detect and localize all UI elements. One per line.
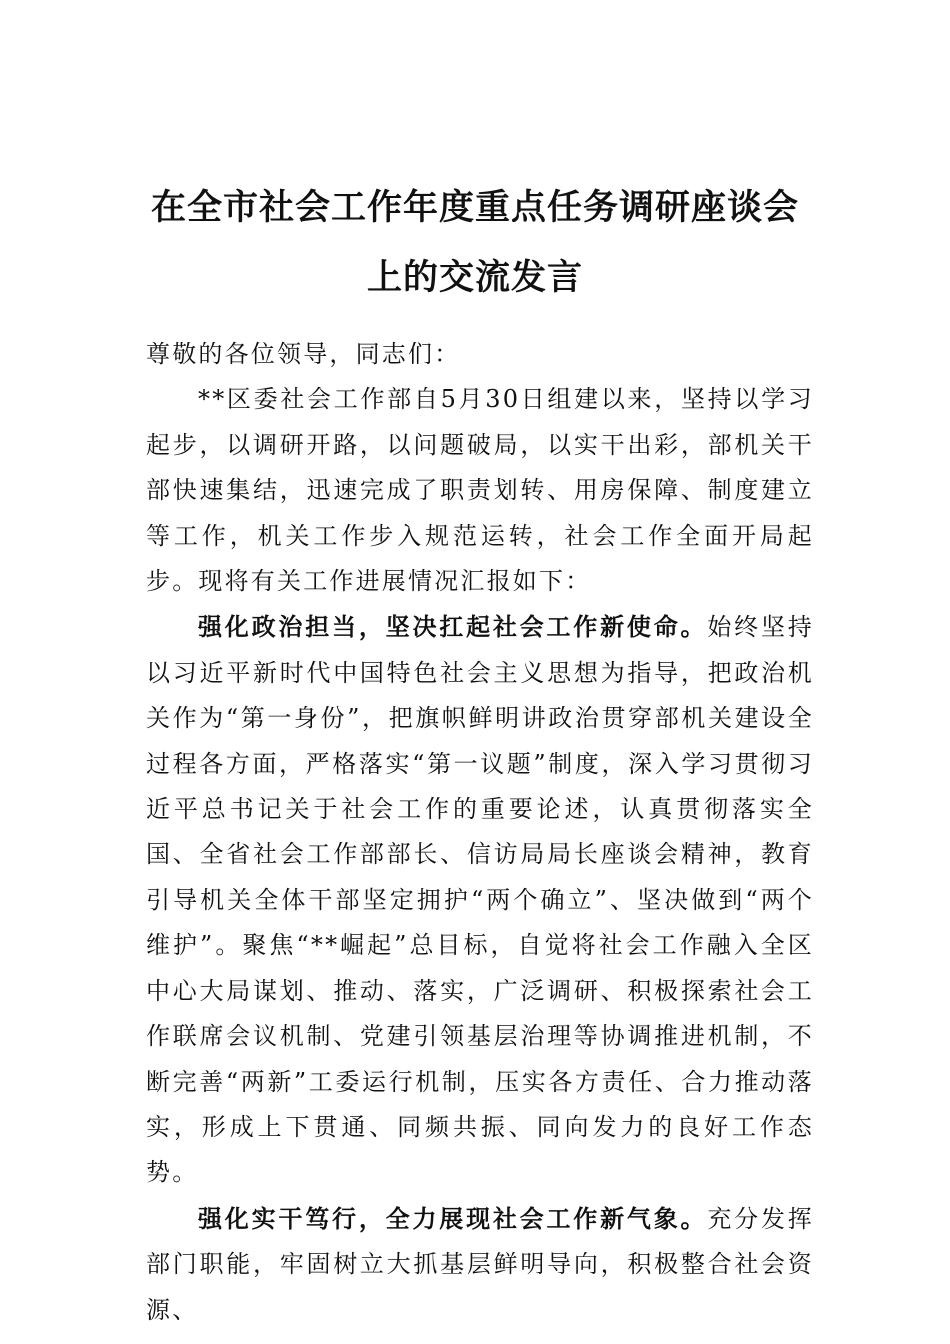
paragraph-heading: 强化实干笃行，全力展现社会工作新气象。 [198,1203,708,1233]
paragraph-text: 充分发挥部门职能，牢固树立大抓基层鲜明导向，积极整合社会资源、 [146,1204,814,1324]
paragraph-text: **区委社会工作部自5月30日组建以来，坚持以学习起步，以调研开路，以问题破局，以实干出彩，部机关干部快速集结，迅速完成了职责划转、用房保障、制度建立等工作，机关工作步入规范运转，社会工作全面开局起步。现将有关工作进展情况汇报如下： [146,385,814,596]
document-body [146,332,814,1333]
paragraph-practical [146,1196,814,1333]
salutation: 尊敬的各位领导，同志们： [146,340,461,368]
paragraph-intro [146,377,814,604]
document-title [100,173,850,313]
paragraph-text: 始终坚持以习近平新时代中国特色社会主义思想为指导，把政治机关作为“第一身份”，把旗帜鲜明讲政治贯穿部机关建设全过程各方面，严格落实“第一议题”制度，深入学习贯彻习近平总书记关于社会工作的重要论述，认真贯彻落实全国、全省社会工作部部长、信访局局长座谈会精神，教育引导机关全体干部坚定拥护“两个确立”、坚决做到“两个维护”。聚焦“**崛起”总目标，自觉将社会工作融入全区中心大局谋划、推动、落实，广泛调研、积极探索社会工作联席会议机制、党建引领基层治理等协调推进机制，不断完善“两新”工委运行机制，压实各方责任、合力推动落实，形成上下贯通、同频共振、同向发力的良好工作态势。 [146,613,814,1187]
title-line-1: 在全市社会工作年度重点任务调研座谈会 [150,187,799,229]
paragraph-political [146,604,814,1195]
paragraph-heading: 强化政治担当，坚决扛起社会工作新使命。 [198,612,708,642]
title-line-2: 上的交流发言 [366,257,583,299]
